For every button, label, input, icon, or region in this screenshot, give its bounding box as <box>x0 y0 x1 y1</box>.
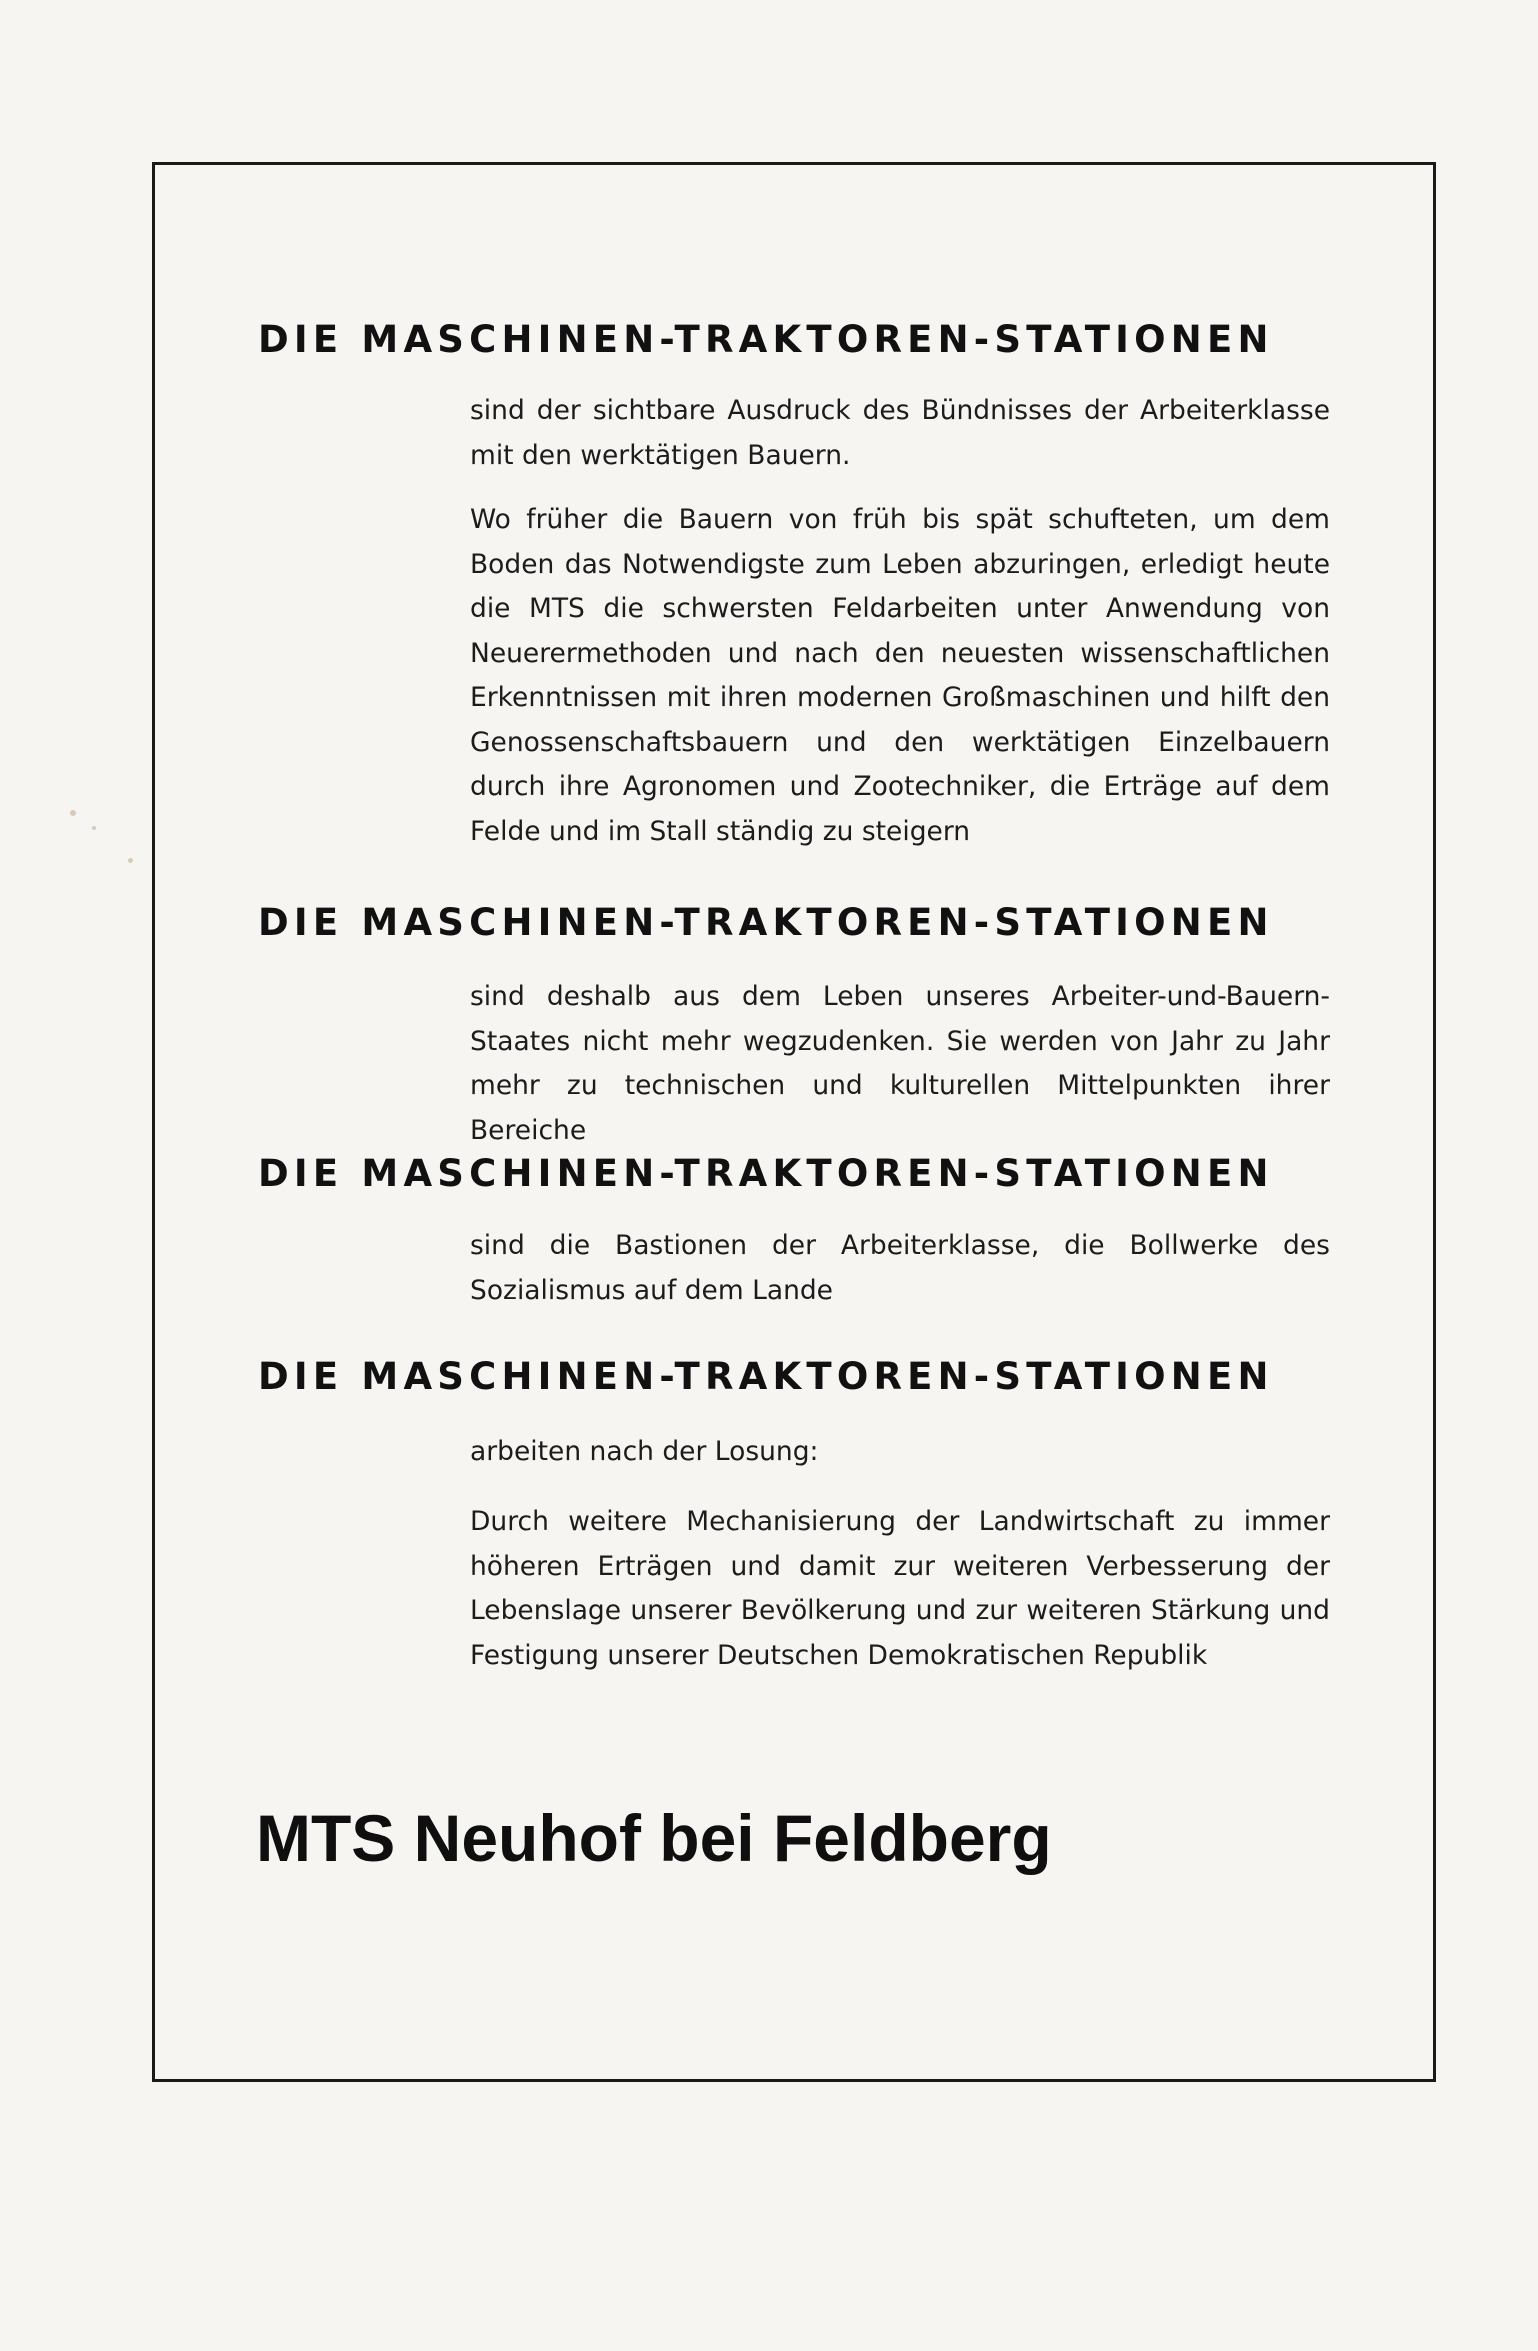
section-1-paragraph-1: sind der sichtbare Ausdruck des Bündnisses der Arbeiterklasse mit den werktätigen Bauern. <box>470 395 1330 471</box>
scan-speck <box>70 810 76 816</box>
section-3-heading: DIE MASCHINEN-TRAKTOREN-STATIONEN <box>258 1152 1274 1195</box>
section-3-paragraph-1: sind die Bastionen der Arbeiterklasse, die Bollwerke des Sozialismus auf dem Lande <box>470 1230 1330 1306</box>
scan-speck <box>92 826 96 830</box>
section-4-paragraph-2: Durch weitere Mechanisierung der Landwirtschaft zu immer höheren Erträgen und damit zur weiteren Verbesserung der Lebenslage unserer Bevölkerung und zur weiteren Stärkung und Festigung unserer Deutschen Demokratischen Republik <box>470 1506 1330 1671</box>
footer-title: MTS Neuhof bei Feldberg <box>256 1801 1052 1875</box>
section-2-heading: DIE MASCHINEN-TRAKTOREN-STATIONEN <box>258 901 1274 944</box>
section-4-heading: DIE MASCHINEN-TRAKTOREN-STATIONEN <box>258 1355 1274 1398</box>
section-1-heading: DIE MASCHINEN-TRAKTOREN-STATIONEN <box>258 318 1274 361</box>
section-1-paragraph-2: Wo früher die Bauern von früh bis spät schufteten, um dem Boden das Notwendigste zum Leben abzuringen, erledigt heute die MTS die schwersten Feldarbeiten unter Anwendung von Neuerermethoden und nach den neuesten wissenschaftlichen Erkenntnissen mit ihren modernen Großmaschinen und hilft den Genossenschaftsbauern und den werktätigen Einzelbauern durch ihre Agronomen und Zootechniker, die Erträge auf dem Felde und im Stall ständig zu steigern <box>470 504 1330 847</box>
section-2-paragraph-1: sind deshalb aus dem Leben unseres Arbeiter-und-Bauern-Staates nicht mehr wegzudenken. Sie werden von Jahr zu Jahr mehr zu technischen und kulturellen Mittelpunkten ihrer Bereiche <box>470 981 1330 1146</box>
section-4-paragraph-1: arbeiten nach der Losung: <box>470 1436 819 1467</box>
scan-speck <box>128 858 133 863</box>
